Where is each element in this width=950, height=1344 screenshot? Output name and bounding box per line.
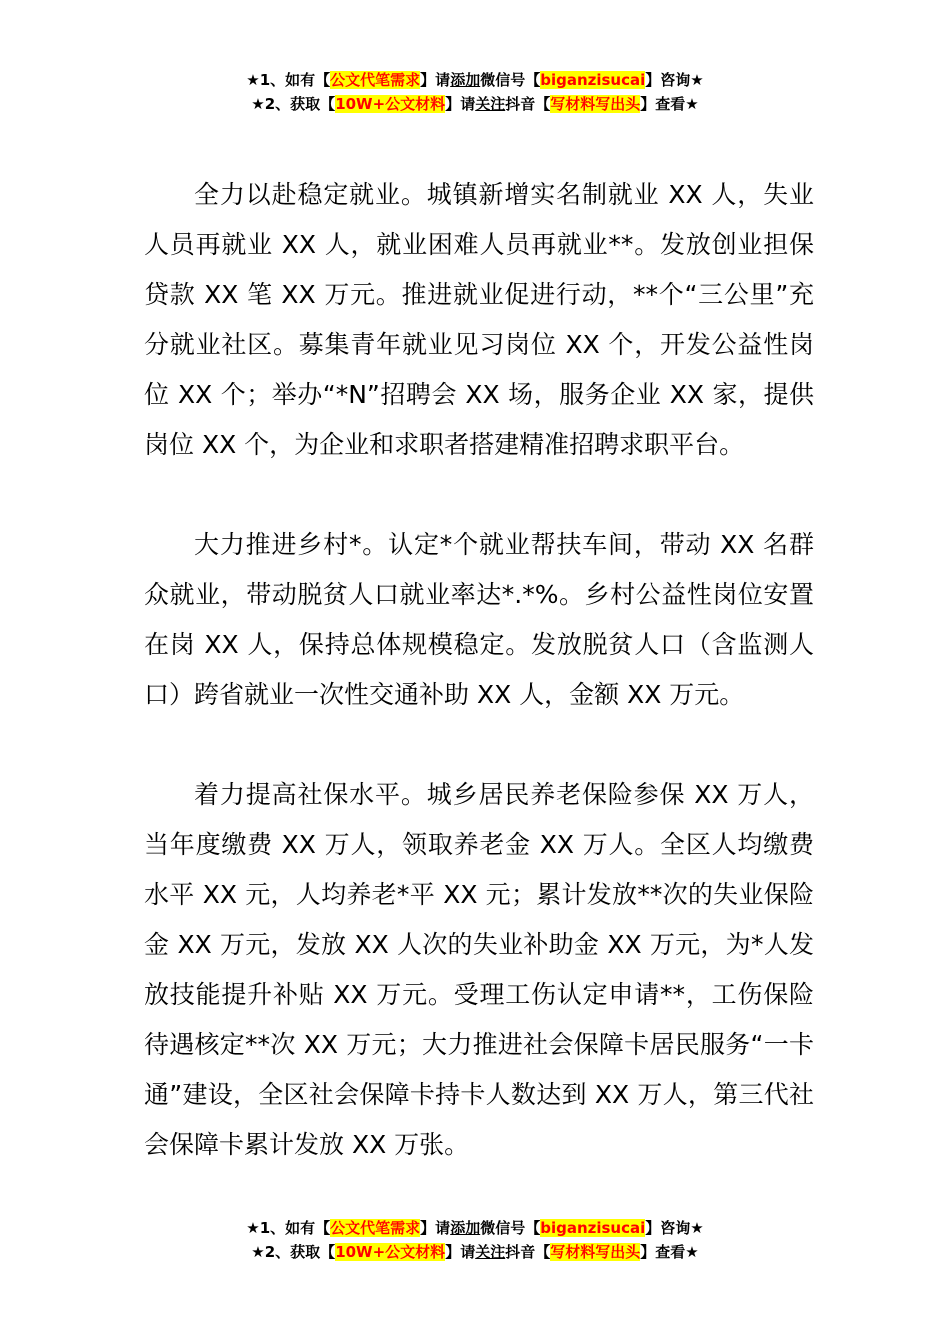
banner-text: 】咨询★ [645,1219,704,1237]
banner-text: 抖音【 [505,1243,551,1261]
banner-highlight: 公文代笔需求 [330,1219,421,1237]
document-body [144,170,814,1170]
banner-text: 】查看★ [640,95,699,113]
footer-banner-line-2 [0,1240,950,1264]
header-banner-line-2 [0,92,950,116]
banner-text: 抖音【 [505,95,551,113]
banner-text: ★2、获取【 [251,1243,336,1261]
footer-banner-line-1 [0,1216,950,1240]
banner-highlight: 写材料写出头 [550,95,641,113]
banner-text: 微信号【 [480,1219,541,1237]
paragraph-rural: 大力推进乡村*。认定*个就业帮扶车间，带动 XX 名群众就业，带动脱贫人口就业率达*.*%。乡村公益性岗位安置在岗 XX 人，保持总体规模稳定。发放脱贫人口（含监测人口）跨省就业一次性交通补助 XX 人，金额 XX 万元。 [144,530,814,709]
banner-highlight: 10W+公文材料 [335,95,446,113]
banner-highlight: 公文代笔需求 [330,71,421,89]
banner-highlight: 10W+公文材料 [335,1243,446,1261]
banner-underlined-text: 关注 [475,1243,506,1261]
banner-highlight: biganzisucai [540,71,646,89]
header-banner-line-1 [0,68,950,92]
banner-text: 】请 [445,95,476,113]
banner-underlined-text: 添加 [450,1219,481,1237]
banner-highlight: biganzisucai [540,1219,646,1237]
banner-text: 】咨询★ [645,71,704,89]
paragraph-social-security: 着力提高社保水平。城乡居民养老保险参保 XX 万人，当年度缴费 XX 万人，领取养老金 XX 万人。全区人均缴费水平 XX 元，人均养老*平 XX 元；累计发放**次的失业保险金 XX 万元，发放 XX 人次的失业补助金 XX 万元，为*人发放技能提升补贴 XX 万元。受理工伤认定申请**，工伤保险待遇核定**次 XX 万元；大力推进社会保障卡居民服务“一卡通”建设，全区社会保障卡持卡人数达到 XX 万人，第三代社会保障卡累计发放 XX 万张。 [144,780,814,1159]
banner-underlined-text: 关注 [475,95,506,113]
footer-banner [0,1216,950,1264]
banner-text: ★2、获取【 [251,95,336,113]
banner-text: 】请 [420,71,451,89]
banner-text: 微信号【 [480,71,541,89]
banner-text: ★1、如有【 [246,71,331,89]
banner-text: 】请 [445,1243,476,1261]
banner-highlight: 写材料写出头 [550,1243,641,1261]
banner-text: 】请 [420,1219,451,1237]
banner-underlined-text: 添加 [450,71,481,89]
banner-text: ★1、如有【 [246,1219,331,1237]
header-banner [0,68,950,116]
banner-text: 】查看★ [640,1243,699,1261]
paragraph-employment: 全力以赴稳定就业。城镇新增实名制就业 XX 人，失业人员再就业 XX 人，就业困难人员再就业**。发放创业担保贷款 XX 笔 XX 万元。推进就业促进行动，**个“三公里”充分就业社区。募集青年就业见习岗位 XX 个，开发公益性岗位 XX 个；举办“*N”招聘会 XX 场，服务企业 XX 家，提供岗位 XX 个，为企业和求职者搭建精准招聘求职平台。 [144,180,814,459]
